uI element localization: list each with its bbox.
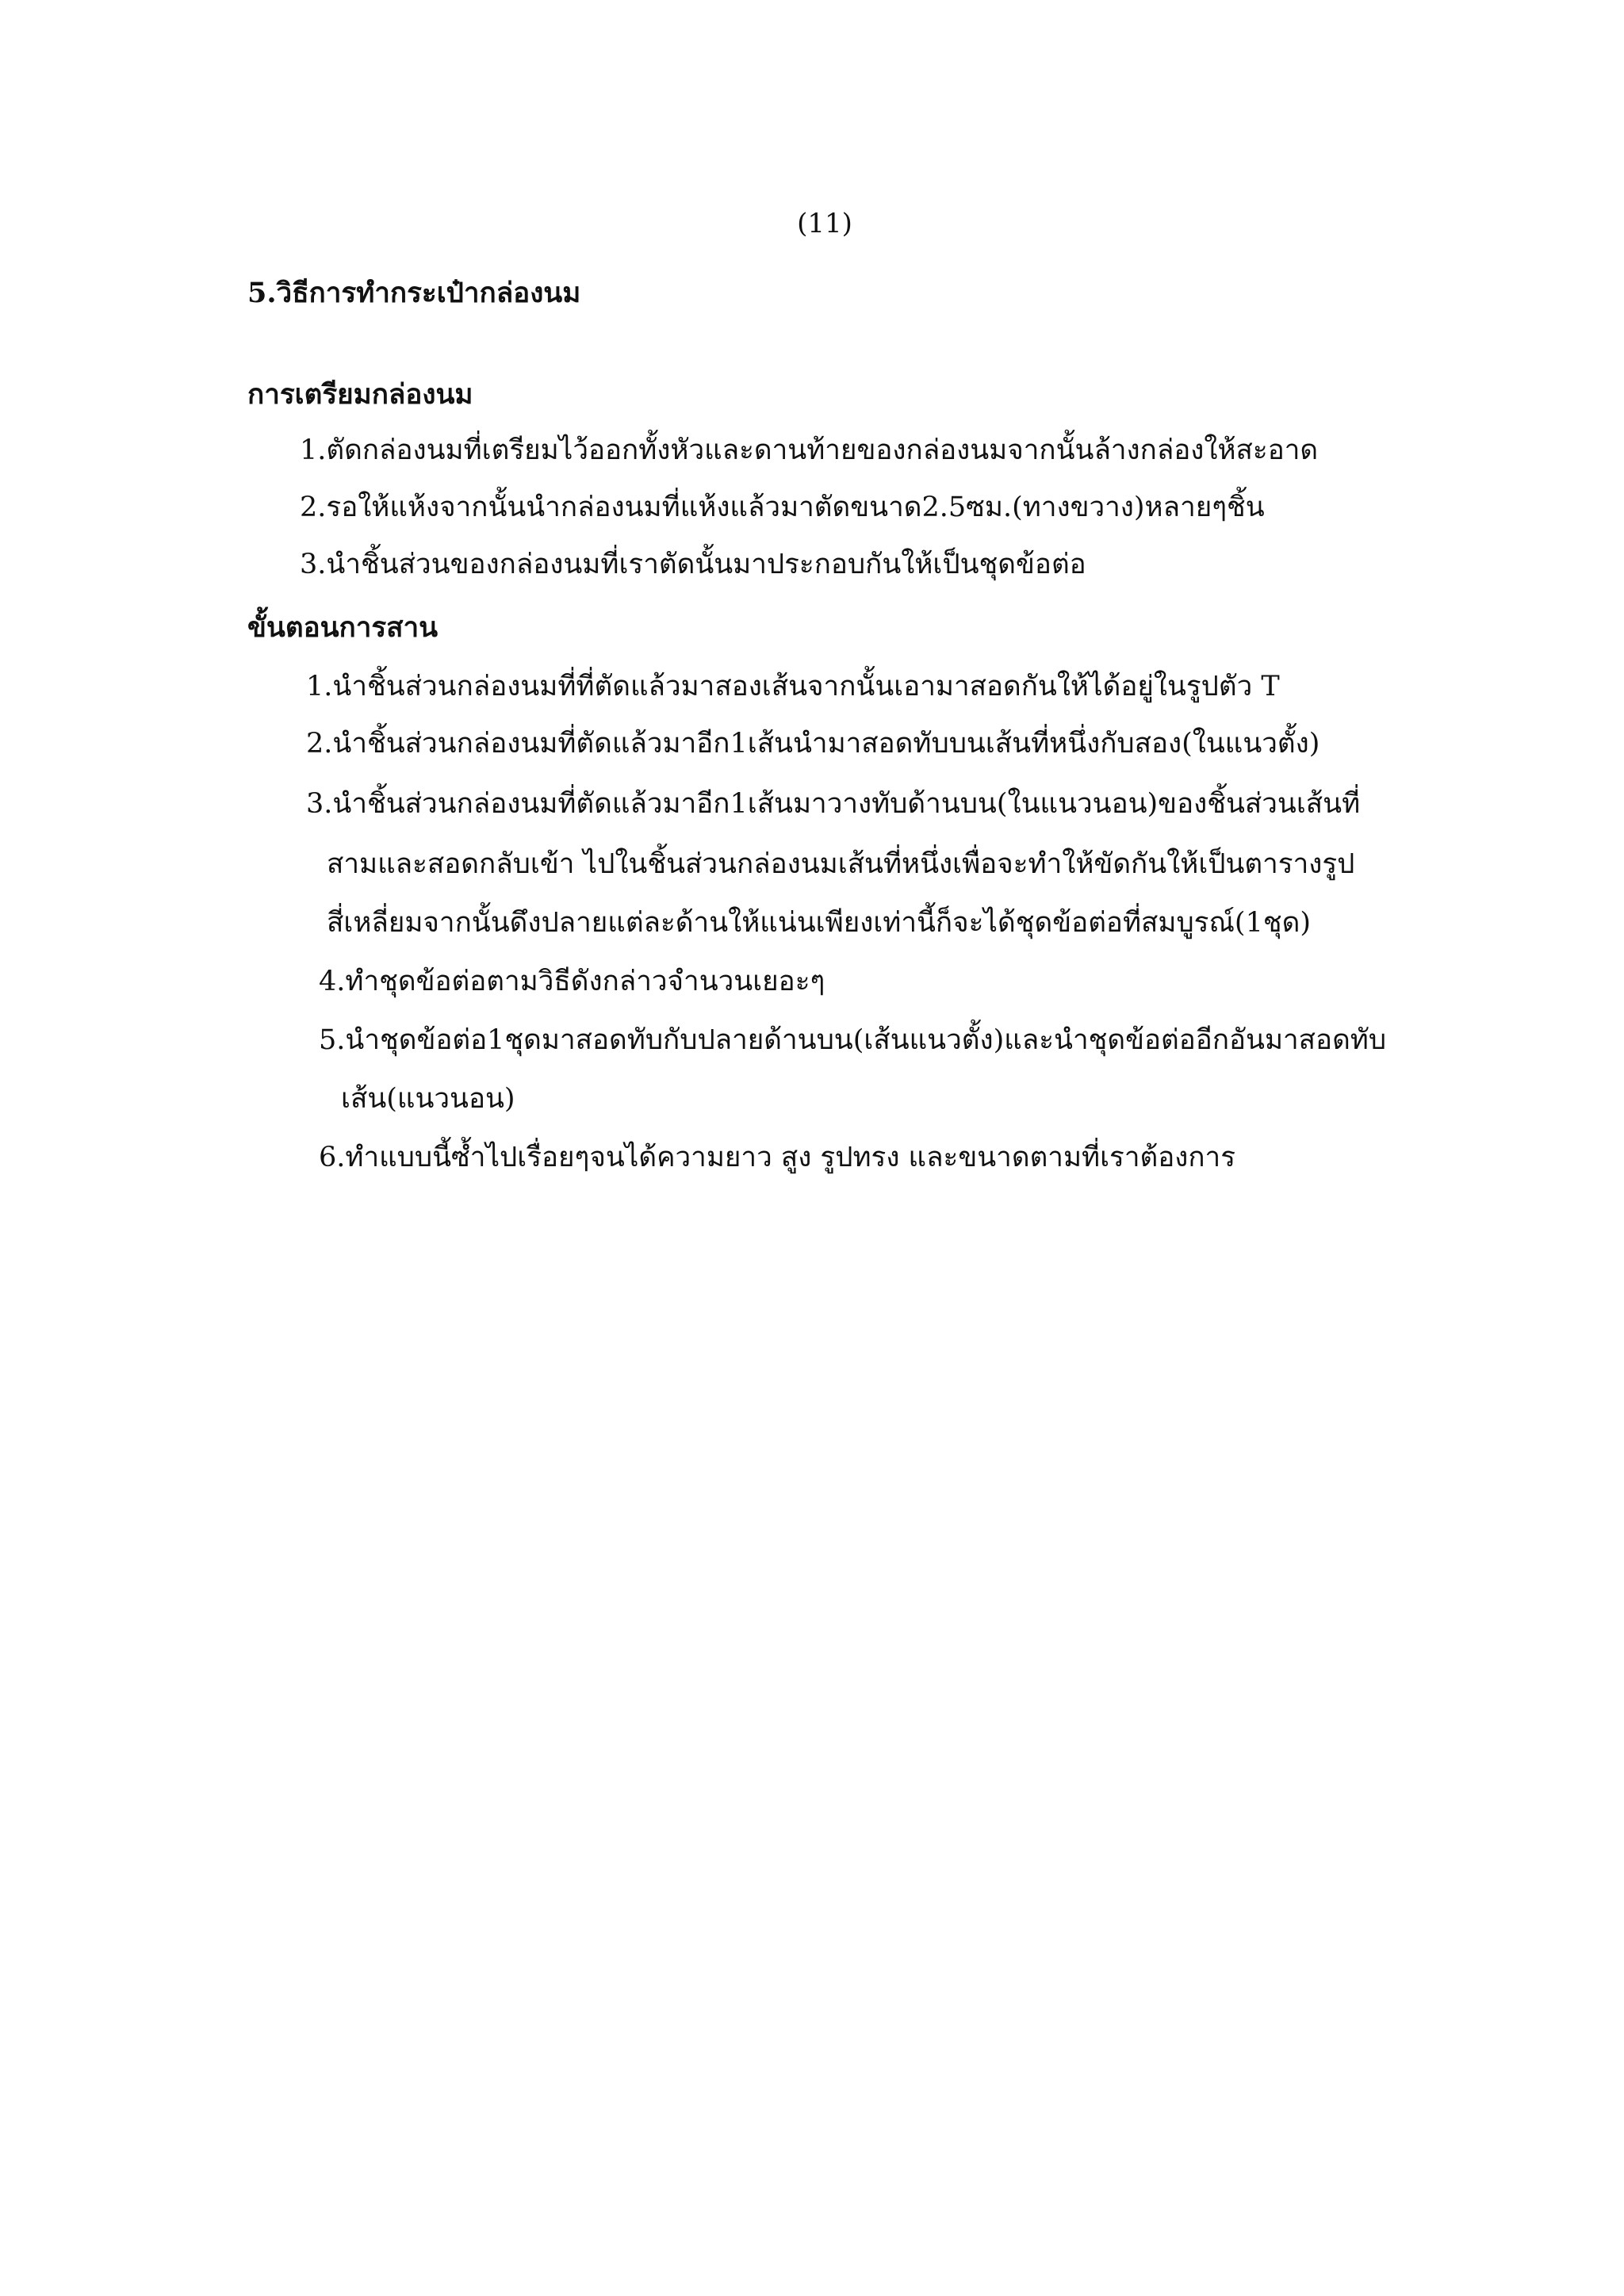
weaving-step-3-cont-2: สี่เหลี่ยมจากนั้นดึงปลายแต่ละด้านให้แน่นเพียงเท่านี้ก็จะได้ชุดข้อต่อที่สมบูรณ์(1ชุด): [327, 907, 1311, 939]
weaving-step-1: 1.นำชิ้นส่วนกล่องนมที่ที่ตัดแล้วมาสองเส้นจากนั้นเอามาสอดกันให้ได้อยู่ในรูปตัว T: [306, 671, 1280, 702]
section-title: 5.วิธีการทำกระเป๋ากล่องนม: [247, 277, 581, 309]
weaving-step-4: 4.ทำชุดข้อต่อตามวิธีดังกล่าวจำนวนเยอะๆ: [319, 966, 825, 997]
page-number: (11): [797, 208, 852, 239]
preparation-step-3: 3.นำชิ้นส่วนของกล่องนมที่เราตัดนั้นมาประกอบกันให้เป็นชุดข้อต่อ: [300, 549, 1086, 580]
preparation-step-2: 2.รอให้แห้งจากนั้นนำกล่องนมที่แห้งแล้วมาตัดขนาด2.5ซม.(ทางขวาง)หลายๆชิ้น: [300, 492, 1265, 523]
weaving-step-6: 6.ทำแบบนี้ซ้ำไปเรื่อยๆจนได้ความยาว สูง รูปทรง และขนาดตามที่เราต้องการ: [319, 1142, 1235, 1173]
weaving-step-3-cont-1: สามและสอดกลับเข้า ไปในชิ้นส่วนกล่องนมเส้นที่หนึ่งเพื่อจะทำให้ขัดกันให้เป็นตารางรูป: [327, 848, 1355, 880]
weaving-step-3: 3.นำชิ้นส่วนกล่องนมที่ตัดแล้วมาอีก1เส้นมาวางทับด้านบน(ในแนวนอน)ของชิ้นส่วนเส้นที่: [306, 788, 1361, 820]
preparation-step-1: 1.ตัดกล่องนมที่เตรียมไว้ออกทั้งหัวและดานท้ายของกล่องนมจากนั้นล้างกล่องให้สะอาด: [300, 434, 1319, 466]
preparation-heading: การเตรียมกล่องนม: [247, 378, 473, 411]
weaving-step-2: 2.นำชิ้นส่วนกล่องนมที่ตัดแล้วมาอีก1เส้นนำมาสอดทับบนเส้นที่หนึ่งกับสอง(ในแนวตั้ง): [306, 728, 1320, 760]
weaving-step-5-cont: เส้น(แนวนอน): [341, 1083, 515, 1115]
weaving-heading: ขั้นตอนการสาน: [247, 611, 439, 644]
weaving-step-5: 5.นำชุดข้อต่อ1ชุดมาสอดทับกับปลายด้านบน(เส้นแนวตั้ง)และนำชุดข้อต่ออีกอันมาสอดทับ: [319, 1024, 1387, 1056]
